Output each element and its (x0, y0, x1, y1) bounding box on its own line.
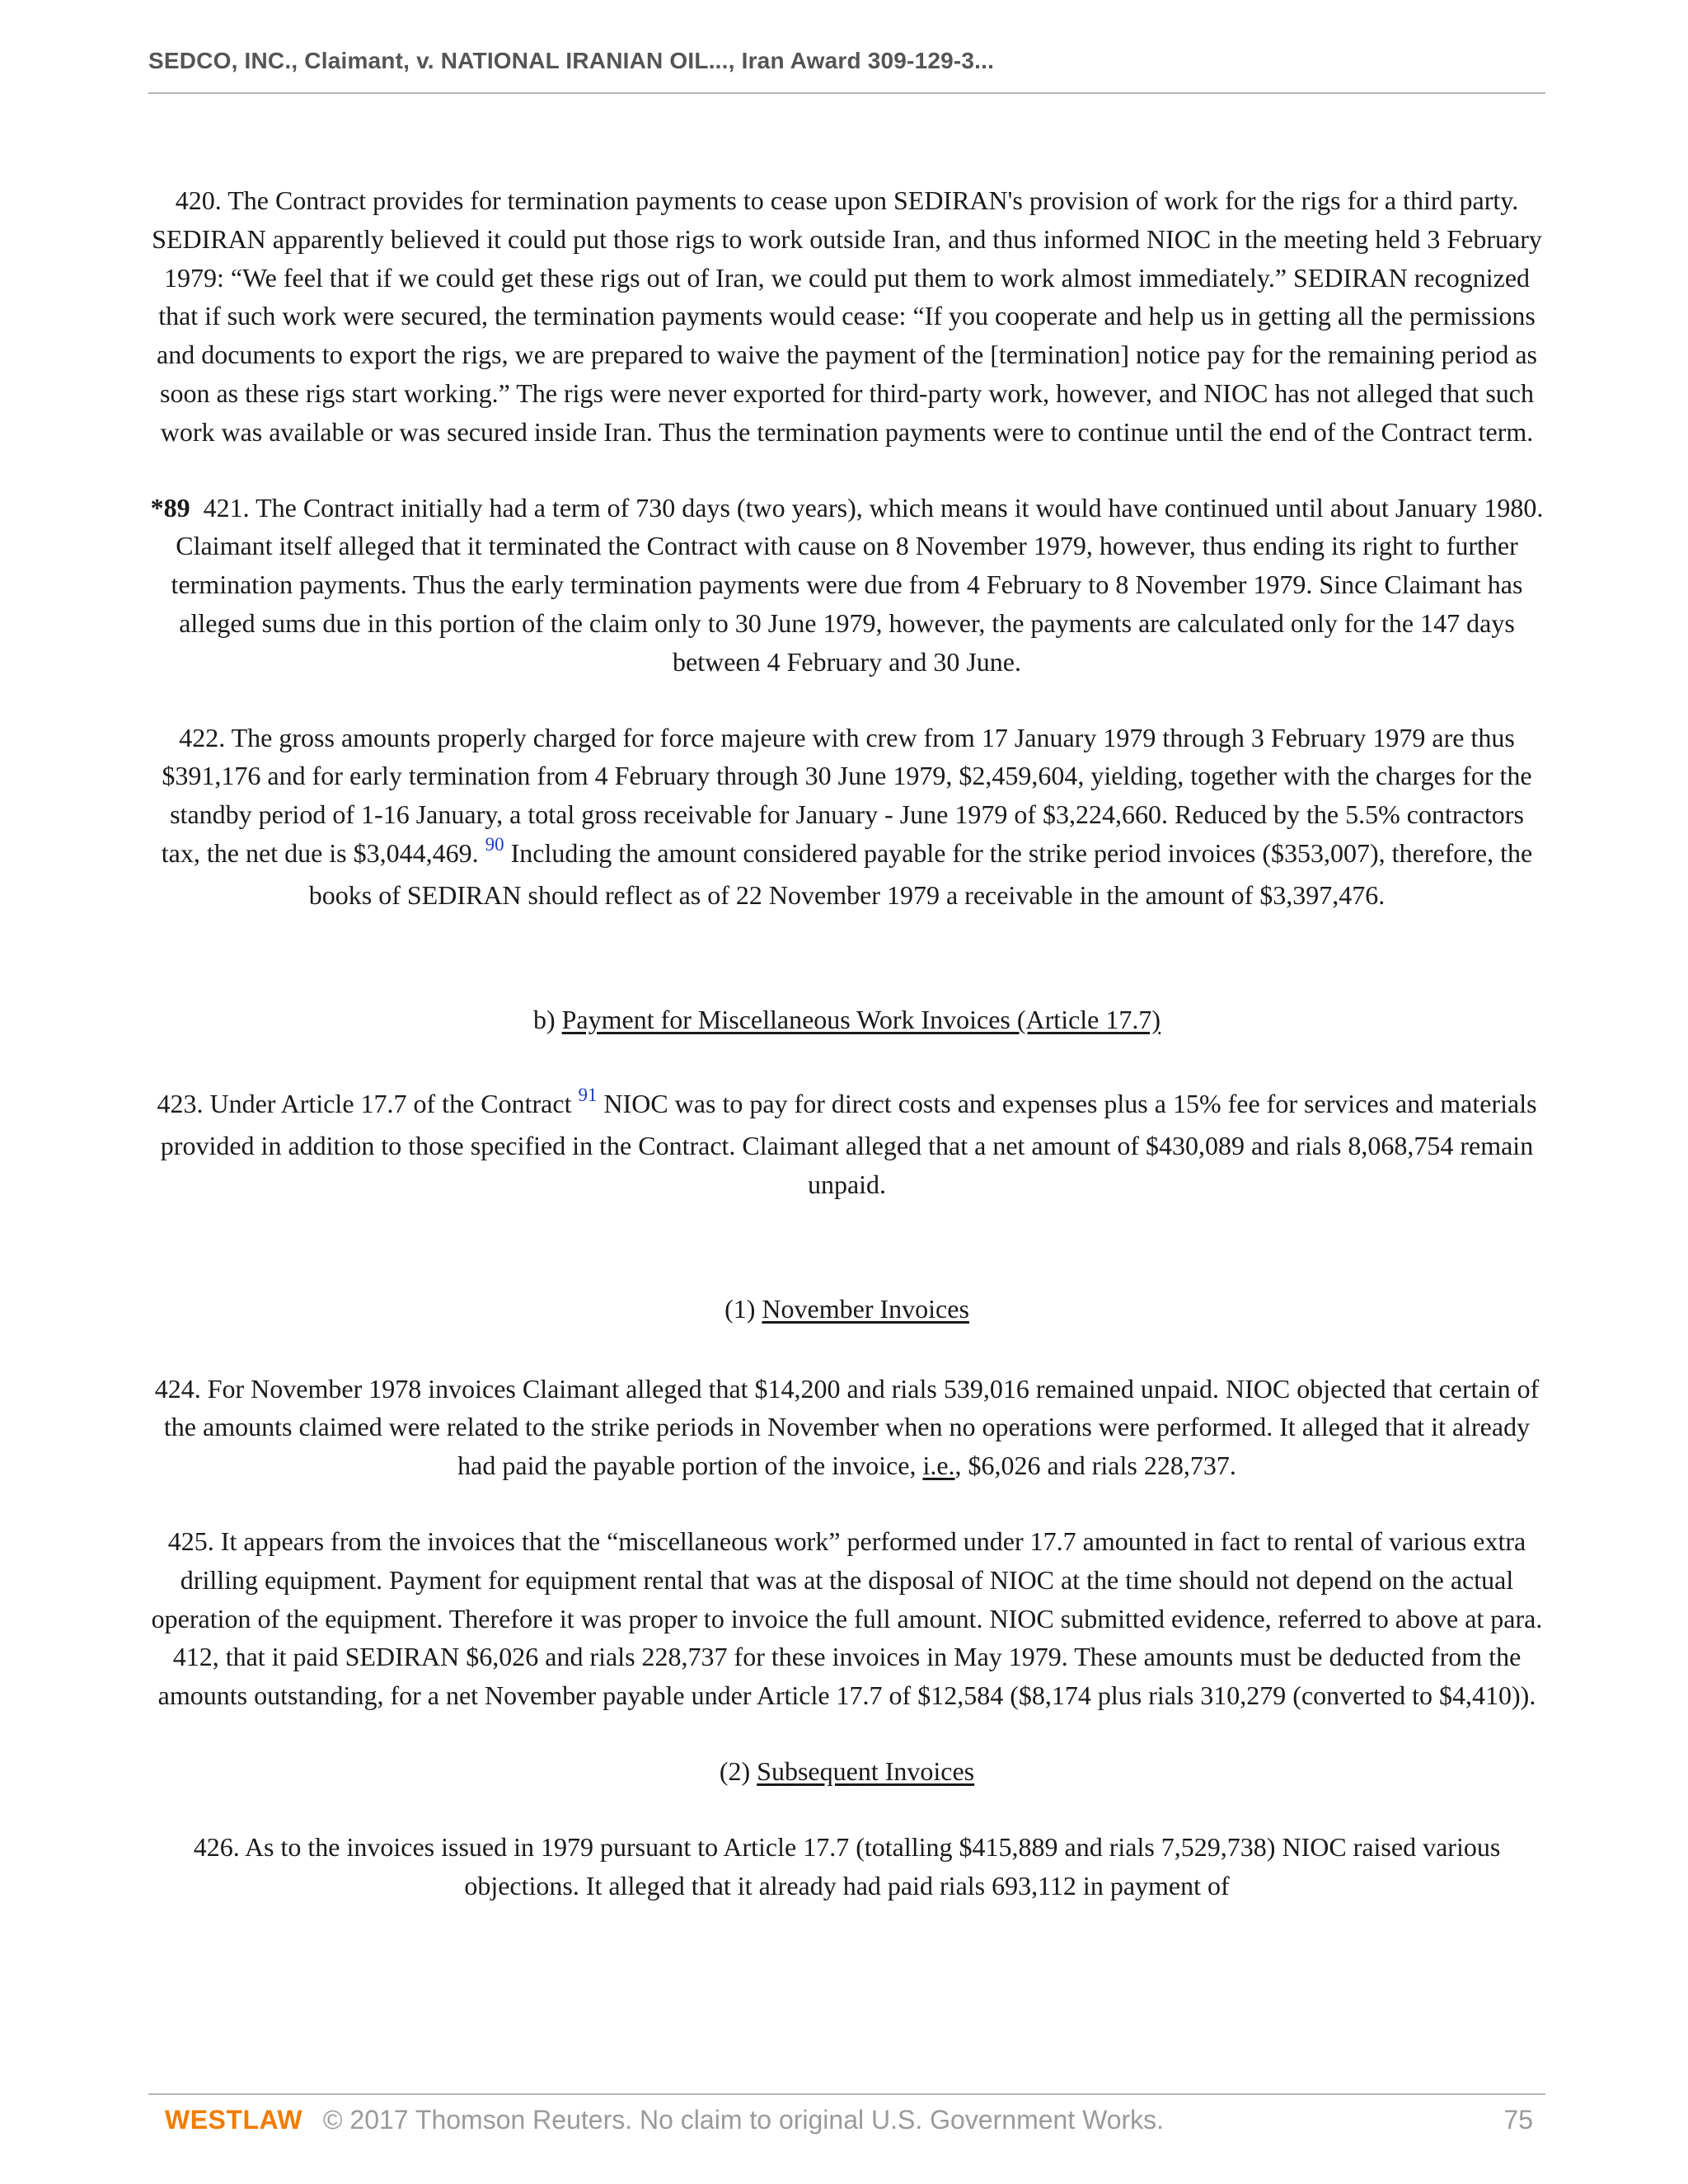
paragraph-423-text-a: 423. Under Article 17.7 of the Contract (157, 1089, 572, 1119)
paragraph-424-text-b: , $6,026 and rials 228,737. (954, 1451, 1236, 1481)
document-running-header: SEDCO, INC., Claimant, v. NATIONAL IRANIAN OIL..., Iran Award 309-129-3... (148, 48, 995, 73)
footnote-link-91[interactable]: 91 (578, 1085, 598, 1106)
footnote-link-90[interactable]: 90 (485, 833, 504, 855)
header-divider (148, 92, 1545, 94)
paragraph-422 (148, 719, 1545, 915)
subsection-heading-1-title: November Invoices (762, 1293, 969, 1324)
footer-divider (148, 2093, 1545, 2095)
paragraph-421-text: 421. The Contract initially had a term of 730 days (two years), which means it would have continued until about January 1980. Claimant itself alleged that it terminated the Contract with cause on 8 November 1979, however, thus ending its right to further termination payments. Thus the early termination payments were due from 4 February to 8 November 1979. Since Claimant has alleged sums due in this portion of the claim only to 30 June 1979, however, the payments are calculated only for the 147 days between 4 February and 30 June. (171, 492, 1544, 677)
paragraph-422-text-a: 422. The gross amounts properly charged for force majeure with crew from 17 January 1979 through 3 February 1979 are thus $391,176 and for early termination from 4 February through 30 June 1979, $2,459,604, yielding, together with the charges for the standby period of 1-16 January, a total gross receivable for January - June 1979 of $3,224,660. Reduced by the 5.5% contractors tax, the net due is $3,044,469. (161, 722, 1532, 868)
paragraph-421 (148, 489, 1545, 682)
paragraph-422-text-b: Including the amount considered payable for the strike period invoices ($353,007), therefore, the books of SEDIRAN should reflect as of 22 November 1979 a receivable in the amount of $3,397,476. (308, 837, 1533, 910)
subsection-heading-2 (148, 1752, 1545, 1791)
paragraph-423-text-b: NIOC was to pay for direct costs and expenses plus a 15% fee for services and materials provided in addition to those specified in the Contract. Claimant alleged that a net amount of $430,089 and rials 8,068,754 remain unpaid. (160, 1089, 1537, 1199)
westlaw-logo: WESTLAW (165, 2105, 303, 2135)
paragraph-420: 420. The Contract provides for termination payments to cease upon SEDIRAN's provision of work for the rigs for a third party. SEDIRAN apparently believed it could put those rigs to work outside Iran, and thus informed NIOC in the meeting held 3 February 1979: “We feel that if we could get these rigs out of Iran, we could put them to work almost immediately.” SEDIRAN recognized that if such work were secured, the termination payments would cease: “If you cooperate and help us in getting all the permissions and documents to export the rigs, we are prepared to waive the payment of the [termination] notice pay for the remaining period as soon as these rigs start working.” The rigs were never exported for third-party work, however, and NIOC has not alleged that such work was available or was secured inside Iran. Thus the termination payments were to continue until the end of the Contract term. (152, 185, 1542, 447)
paragraph-424 (148, 1370, 1545, 1485)
page-footer (165, 2105, 1533, 2135)
section-heading-b-title: Payment for Miscellaneous Work Invoices (Article 17.7) (561, 1004, 1161, 1034)
ie-abbreviation: i.e. (922, 1451, 955, 1481)
document-body (148, 181, 1545, 1905)
subsection-heading-2-prefix: (2) (719, 1755, 757, 1786)
paragraph-424-text-a: 424. For November 1978 invoices Claimant alleged that $14,200 and rials 539,016 remained unpaid. NIOC objected that certain of the amounts claimed were related to the strike periods in November when no operations were performed. It alleged that it already had paid the payable portion of the invoice, (154, 1373, 1540, 1481)
subsection-heading-2-title: Subsequent Invoices (757, 1755, 975, 1786)
section-heading-b (148, 1001, 1545, 1039)
copyright-notice: © 2017 Thomson Reuters. No claim to original U.S. Government Works. (322, 2105, 1165, 2135)
subsection-heading-1-prefix: (1) (724, 1293, 762, 1324)
section-heading-b-prefix: b) (532, 1004, 562, 1034)
star-page-marker: *89 (150, 492, 190, 523)
paragraph-426: 426. As to the invoices issued in 1979 pursuant to Article 17.7 (totalling $415,889 and rials 7,529,738) NIOC raised various objections. It alleged that it already had paid rials 693,112 in payment of (193, 1831, 1501, 1900)
paragraph-425: 425. It appears from the invoices that the “miscellaneous work” performed under 17.7 amounted in fact to rental of various extra drilling equipment. Payment for equipment rental that was at the disposal of NIOC at the time should not depend on the actual operation of the equipment. Therefore it was proper to invoice the full amount. NIOC submitted evidence, referred to above at para. 412, that it paid SEDIRAN $6,026 and rials 228,737 for these invoices in May 1979. These amounts must be deducted from the amounts outstanding, for a net November payable under Article 17.7 of $12,584 ($8,174 plus rials 310,279 (converted to $4,410)). (151, 1526, 1543, 1711)
subsection-heading-1 (148, 1290, 1545, 1329)
paragraph-423 (148, 1085, 1545, 1203)
page-number: 75 (1503, 2105, 1533, 2135)
